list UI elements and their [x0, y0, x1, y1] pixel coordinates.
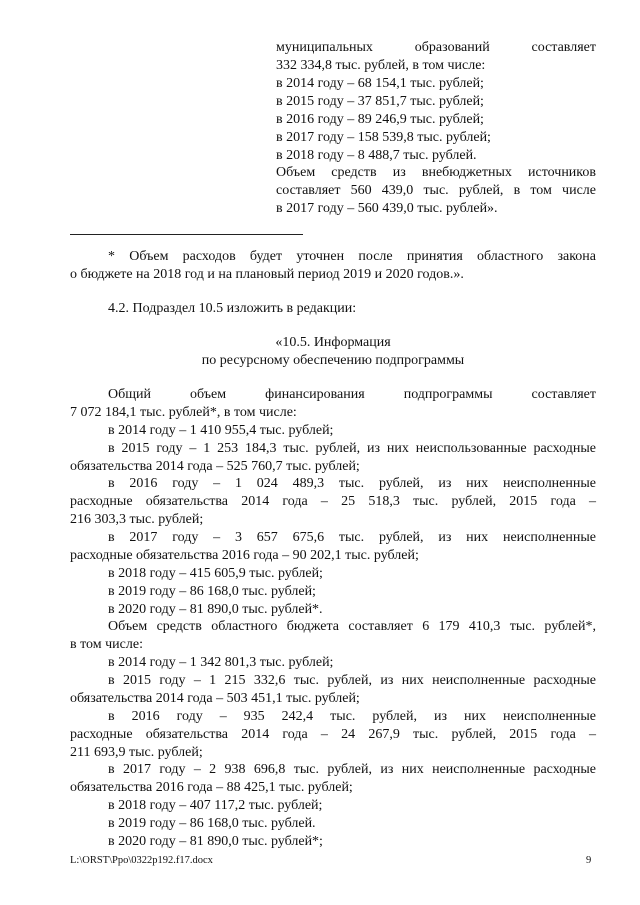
body-line-17: в 2015 году – 1 215 332,6 тыс. рублей, из них неисполненные расходные: [108, 673, 596, 688]
footnote-line-1: * Объем расходов будет уточнен после принятия областного закона: [108, 249, 596, 264]
body-line-23: обязательства 2016 года – 88 425,1 тыс. рублей;: [70, 780, 353, 795]
body-line-7: расходные обязательства 2014 года – 25 518,3 тыс. рублей, 2015 года –: [70, 494, 596, 509]
body-line-5: обязательства 2014 года – 525 760,7 тыс. рублей;: [70, 459, 360, 474]
top-line-5: в 2016 году – 89 246,9 тыс. рублей;: [276, 112, 484, 127]
body-line-21: 211 693,9 тыс. рублей;: [70, 745, 203, 760]
body-line-26: в 2020 году – 81 890,0 тыс. рублей*;: [108, 834, 323, 849]
section-heading-line-1: «10.5. Информация: [275, 335, 391, 350]
body-line-2: 7 072 184,1 тыс. рублей*, в том числе:: [70, 405, 297, 420]
body-line-3: в 2014 году – 1 410 955,4 тыс. рублей;: [108, 423, 334, 438]
body-line-8: 216 303,3 тыс. рублей;: [70, 512, 204, 527]
top-line-1: муниципальных образований составляет: [276, 40, 596, 55]
body-line-22: в 2017 году – 2 938 696,8 тыс. рублей, из них неисполненные расходные: [108, 762, 596, 777]
body-line-12: в 2019 году – 86 168,0 тыс. рублей;: [108, 584, 316, 599]
top-line-10: в 2017 году – 560 439,0 тыс. рублей».: [276, 201, 498, 216]
page-number: 9: [586, 855, 592, 866]
top-line-6: в 2017 году – 158 539,8 тыс. рублей;: [276, 130, 491, 145]
top-line-3: в 2014 году – 68 154,1 тыс. рублей;: [276, 76, 484, 91]
top-line-4: в 2015 году – 37 851,7 тыс. рублей;: [276, 94, 484, 109]
body-line-1: Общий объем финансирования подпрограммы составляет: [108, 387, 596, 402]
instruction-text: 4.2. Подраздел 10.5 изложить в редакции:: [108, 301, 357, 316]
body-line-24: в 2018 году – 407 117,2 тыс. рублей;: [108, 798, 323, 813]
body-line-9: в 2017 году – 3 657 675,6 тыс. рублей, из них неисполненные: [108, 530, 596, 545]
section-heading-line-2: по ресурсному обеспечению подпрограммы: [201, 353, 465, 368]
footer-file-path: L:\ORST\Ppo\0322p192.f17.docx: [70, 855, 213, 866]
top-line-8: Объем средств из внебюджетных источников: [276, 165, 596, 180]
body-line-18: обязательства 2014 года – 503 451,1 тыс. рублей;: [70, 691, 360, 706]
footnote-line-2: о бюджете на 2018 год и на плановый период 2019 и 2020 годов.».: [70, 267, 464, 282]
top-line-2: 332 334,8 тыс. рублей, в том числе:: [276, 58, 486, 73]
top-line-9: составляет 560 439,0 тыс. рублей, в том числе: [276, 183, 596, 198]
body-line-10: расходные обязательства 2016 года – 90 202,1 тыс. рублей;: [70, 548, 419, 563]
body-line-19: в 2016 году – 935 242,4 тыс. рублей, из них неисполненные: [108, 709, 596, 724]
body-line-6: в 2016 году – 1 024 489,3 тыс. рублей, из них неисполненные: [108, 476, 596, 491]
body-line-11: в 2018 году – 415 605,9 тыс. рублей;: [108, 566, 323, 581]
body-line-15: в том числе:: [70, 637, 143, 652]
body-line-4: в 2015 году – 1 253 184,3 тыс. рублей, из них неиспользованные расходные: [108, 441, 596, 456]
body-line-14: Объем средств областного бюджета составляет 6 179 410,3 тыс. рублей*,: [108, 619, 596, 634]
body-line-16: в 2014 году – 1 342 801,3 тыс. рублей;: [108, 655, 334, 670]
top-line-7: в 2018 году – 8 488,7 тыс. рублей.: [276, 148, 477, 163]
footnote-separator: [70, 234, 303, 235]
body-line-20: расходные обязательства 2014 года – 24 267,9 тыс. рублей, 2015 года –: [70, 727, 596, 742]
body-line-25: в 2019 году – 86 168,0 тыс. рублей.: [108, 816, 316, 831]
body-line-13: в 2020 году – 81 890,0 тыс. рублей*.: [108, 602, 323, 617]
